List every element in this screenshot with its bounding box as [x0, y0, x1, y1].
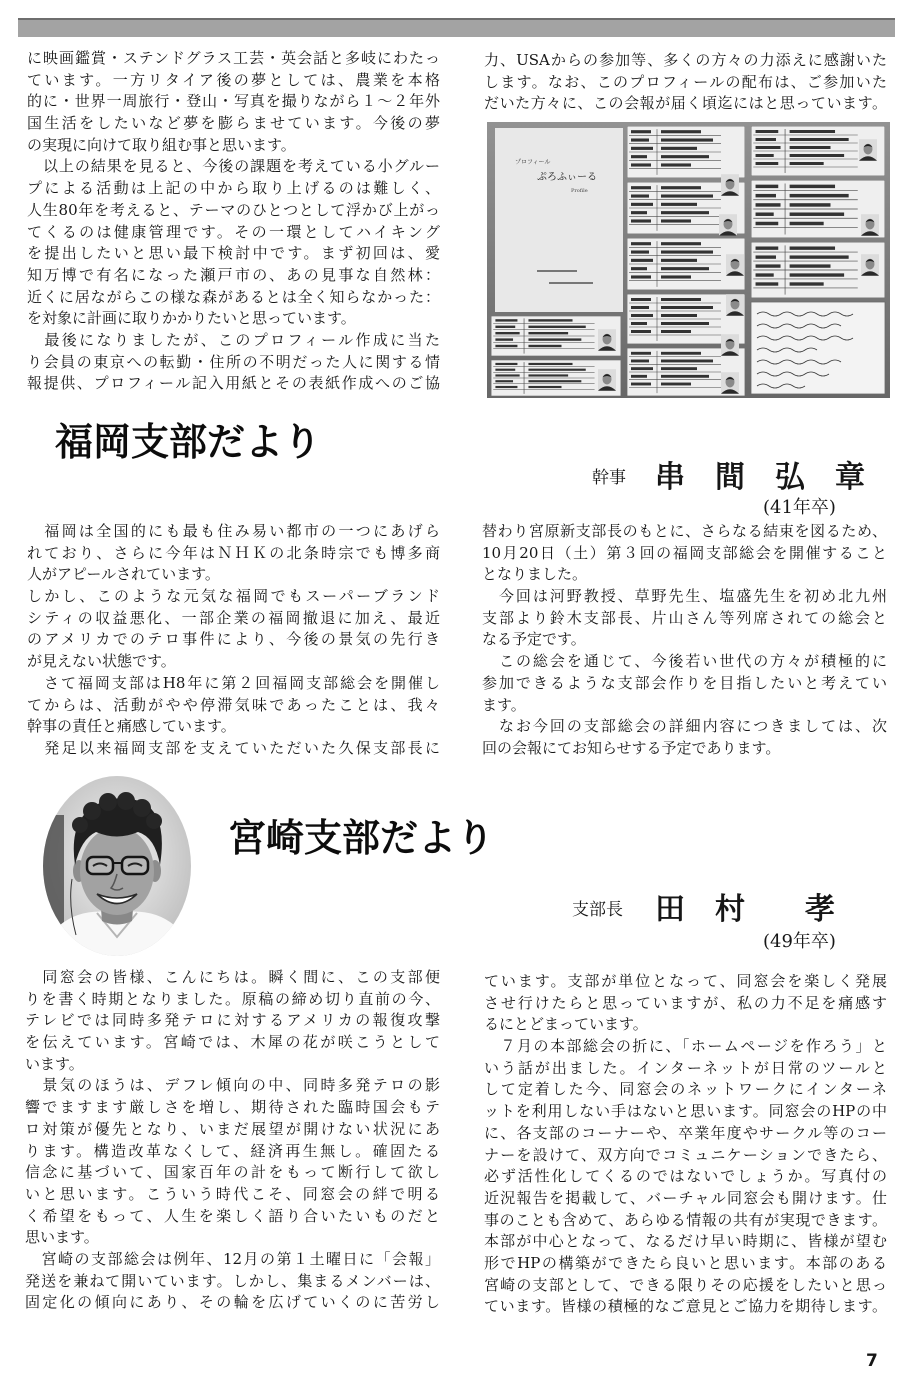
- member-photo: [861, 214, 879, 236]
- text-line: 景気のほうは、デフレ傾向の中、同時多発テロの影: [25, 1076, 440, 1095]
- text-line: 近況報告を掲載して、バーチャル同窓会も開けます。仕: [484, 1188, 887, 1207]
- text-line: 宮崎の支部総会は例年、12月の第１土曜日に「会報」: [25, 1249, 440, 1268]
- text-line: 幹事の責任と痛感しています。: [27, 717, 236, 736]
- text-line: ロ対策が優先となり、いまだ展望が開けない状況にあ: [25, 1119, 440, 1138]
- top-left-column: [27, 48, 440, 395]
- text-line: 報提供、プロフィール記入用紙とその表紙作成へのご協: [27, 374, 440, 393]
- text-line: 参加できるような支部会作りを目指したいと考えてい: [482, 673, 887, 692]
- text-line: 替わり宮原新支部長のもとに、さらなる結束を図るため、: [482, 522, 887, 540]
- text-line: のアメリカでのテロ事件により、今後の景気の先行き: [27, 630, 440, 649]
- text-line: を対象に計画に取りかかりたいと思っています。: [27, 309, 356, 328]
- text-line: り会員の東京への転勤・住所の不明だった人に関する情: [27, 352, 440, 371]
- text-line: ットを利用しない手はないと思います。同窓会のHPの中: [484, 1102, 887, 1121]
- text-line: 形でHPの構築ができたら良いと思います。本部のある: [484, 1253, 887, 1272]
- page-number: 7: [866, 1351, 878, 1371]
- text-line: 的に・世界一周旅行・登山・写真を撮りながら１～２年外: [27, 92, 440, 111]
- text-line: います。: [25, 1054, 84, 1073]
- member-photo: [861, 254, 879, 276]
- text-line: しかし、このような元気な福岡でもスーパーブランド: [27, 587, 440, 606]
- text-line: なお今回の支部総会の詳細内容につきましては、次: [482, 717, 887, 736]
- text-line: りを書く時期となりました。原稿の締め切り直前の今、: [25, 989, 440, 1008]
- text-line: この総会を通じて、今後若い世代の方々が積極的に: [482, 652, 887, 671]
- text-line: 支部より鈴木支部長、片山さん等列席されての総会と: [482, 608, 887, 627]
- text-line: 宮崎の支部として、できる限りその応援をしたいと思っ: [484, 1275, 887, 1294]
- text-line: テレビでは同時多発テロに対するアメリカの報復攻撃: [25, 1011, 440, 1030]
- text-line: 最後になりましたが、このプロフィール作成に当た: [27, 330, 440, 349]
- text-line: いと思います。こういう時代こそ、同窓会の絆で明る: [25, 1184, 440, 1203]
- member-photo: [721, 372, 739, 394]
- branch-head-portrait: [42, 775, 192, 957]
- text-line: 響でますます厳しさを増し、期待された臨時国会もテ: [25, 1098, 440, 1117]
- text-line: 今回は河野教授、草野先生、塩盛先生を初め北九州: [482, 587, 887, 606]
- text-line: 必ず活性化してくるのではないでしょうか。写真付の: [484, 1167, 887, 1186]
- text-line: させ行けたらと思っていますが、私の力不足を痛感す: [484, 993, 887, 1012]
- text-line: 以上の結果を見ると、今後の課題を考えている小グルー: [27, 157, 440, 176]
- text-line: 発送を兼ねて開いています。しかし、集まるメンバーは、: [25, 1271, 440, 1290]
- fukuoka-author-class: (41年卒): [763, 497, 836, 518]
- miyazaki-heading: 宮崎支部だより: [228, 816, 495, 860]
- text-line: に映画鑑賞・ステンドグラス工芸・英会話と多岐にわたっ: [27, 49, 440, 67]
- text-line: が見えない状態です。: [27, 652, 176, 671]
- text-line: 発足以来福岡支部を支えていただいた久保支部長に: [27, 738, 440, 757]
- text-line: となりました。: [482, 565, 588, 584]
- top-gray-bar: [18, 18, 895, 37]
- text-line: てくるのは健康管理です。その一環としてハイキング: [27, 222, 440, 241]
- text-line: 固定化の傾向にあり、その輪を広げていくのに苦労し: [25, 1293, 440, 1312]
- fukuoka-heading: 福岡支部だより: [55, 420, 322, 464]
- profile-sheets-photo: [487, 122, 890, 398]
- text-line: 福岡は全国的にも最も住み易い都市の一つにあげら: [27, 522, 440, 540]
- cover-label: プロフィール: [515, 159, 551, 166]
- text-line: ています。一方リタイア後の夢としては、農業を本格: [27, 70, 440, 89]
- miyazaki-right-column: [484, 971, 887, 1318]
- text-line: く希望をもって、人生を楽しく語り合いたいものだと: [25, 1206, 440, 1225]
- fukuoka-author-name: 串 間 弘 章: [655, 460, 865, 495]
- text-line: 知万博で有名になった瀬戸市の、あの見事な自然林：: [27, 265, 440, 284]
- profile-card: [627, 126, 745, 178]
- text-line: に、各支部のコーナーや、卒業年度やサークル等のコー: [484, 1123, 887, 1142]
- handwritten-profile-card: [751, 302, 885, 394]
- text-line: るにとどまっています。: [484, 1015, 648, 1034]
- text-line: さて福岡支部はH8年に第２回福岡支部総会を開催し: [27, 673, 440, 692]
- text-line: を提出したいと思い最下検討中です。まず初回は、愛: [27, 244, 440, 263]
- fukuoka-author-role: 幹事: [592, 468, 626, 488]
- text-line: 本部が中心となって、なるだけ早い時期に、皆様が望む: [484, 1232, 887, 1251]
- text-line: ています。支部が単位となって、同窓会を楽しく発展: [484, 972, 887, 990]
- text-line: 人がアピールされています。: [27, 565, 220, 584]
- text-line: 近くに居ながらこの様な森があるとは全く知らなかった：: [27, 287, 440, 306]
- top-right-column: [484, 50, 887, 115]
- text-line: 力、USAからの参加等、多くの方々の力添えに感謝いた: [484, 51, 887, 69]
- profile-cover-sheet: [495, 128, 623, 312]
- text-line: ナーを設けて、双方向でコミュニケーションできたら、: [484, 1145, 887, 1164]
- member-photo: [721, 174, 739, 196]
- text-line: ７月の本部総会の折に、「ホームページを作ろう」と: [484, 1037, 887, 1056]
- text-line: を伝えています。宮崎では、木犀の花が咲こうとして: [25, 1033, 440, 1052]
- member-photo: [598, 329, 616, 351]
- member-photo: [598, 369, 616, 391]
- cover-subtitle: Profile: [571, 188, 588, 194]
- member-photo: [721, 334, 739, 356]
- text-line: なる予定です。: [482, 630, 586, 649]
- text-line: 国生活をしたいなど夢を膨らませています。今後の夢: [27, 114, 440, 133]
- text-line: プによる活動は上記の中から取り上げるのは難しく、: [27, 179, 440, 198]
- text-line: れており、さらに今年はＮＨＫの北条時宗でも博多商: [27, 543, 440, 562]
- miyazaki-author-name: 田 村 孝: [655, 892, 835, 927]
- fukuoka-left-column: [27, 521, 440, 760]
- text-line: ています。皆様の積極的なご意見とご協力を期待します。: [484, 1297, 887, 1316]
- miyazaki-left-column: [25, 967, 440, 1314]
- fukuoka-right-column: [482, 521, 887, 760]
- text-line: 思います。: [25, 1228, 99, 1247]
- text-line: 信念に基づいて、国家百年の計をもって断行して欲し: [25, 1163, 440, 1182]
- text-line: 10月20日（土）第３回の福岡支部総会を開催すること: [482, 543, 887, 562]
- member-photo: [859, 139, 877, 161]
- text-line: だいた方々に、この会報が届く頃迄にはと思っています。: [484, 94, 887, 113]
- text-line: ります。構造改革なくして、経済再生無し。確固たる: [25, 1141, 440, 1160]
- text-line: 同窓会の皆様、こんにちは。瞬く間に、この支部便: [25, 968, 440, 986]
- text-line: いう話が出ました。インターネットが日常のツールと: [484, 1058, 887, 1077]
- miyazaki-author-class: (49年卒): [763, 931, 836, 952]
- cover-title: ぷろふぃーる: [537, 172, 597, 183]
- member-photo: [726, 254, 744, 276]
- member-photo: [726, 294, 744, 316]
- text-line: てからは、活動がやや停滞気味であったことは、我々: [27, 695, 440, 714]
- text-line: の実現に向けて取り組む事と思います。: [27, 135, 296, 154]
- text-line: して定着した今、同窓会のネットワークにインターネ: [484, 1080, 887, 1099]
- text-line: します。なお、このプロフィールの配布は、ご参加いた: [484, 72, 887, 91]
- text-line: 人生80年を考えると、テーマのひとつとして浮かび上がっ: [27, 200, 440, 219]
- member-photo: [719, 214, 737, 236]
- text-line: 回の会報にてお知らせする予定であります。: [482, 738, 781, 757]
- text-line: ます。: [482, 695, 526, 714]
- text-line: 事のことも含めて、あらゆる情報の共有が実現できます。: [484, 1210, 887, 1229]
- text-line: シティの収益悪化、一部企業の福岡撤退に加え、最近: [27, 608, 440, 627]
- miyazaki-author-role: 支部長: [572, 900, 623, 920]
